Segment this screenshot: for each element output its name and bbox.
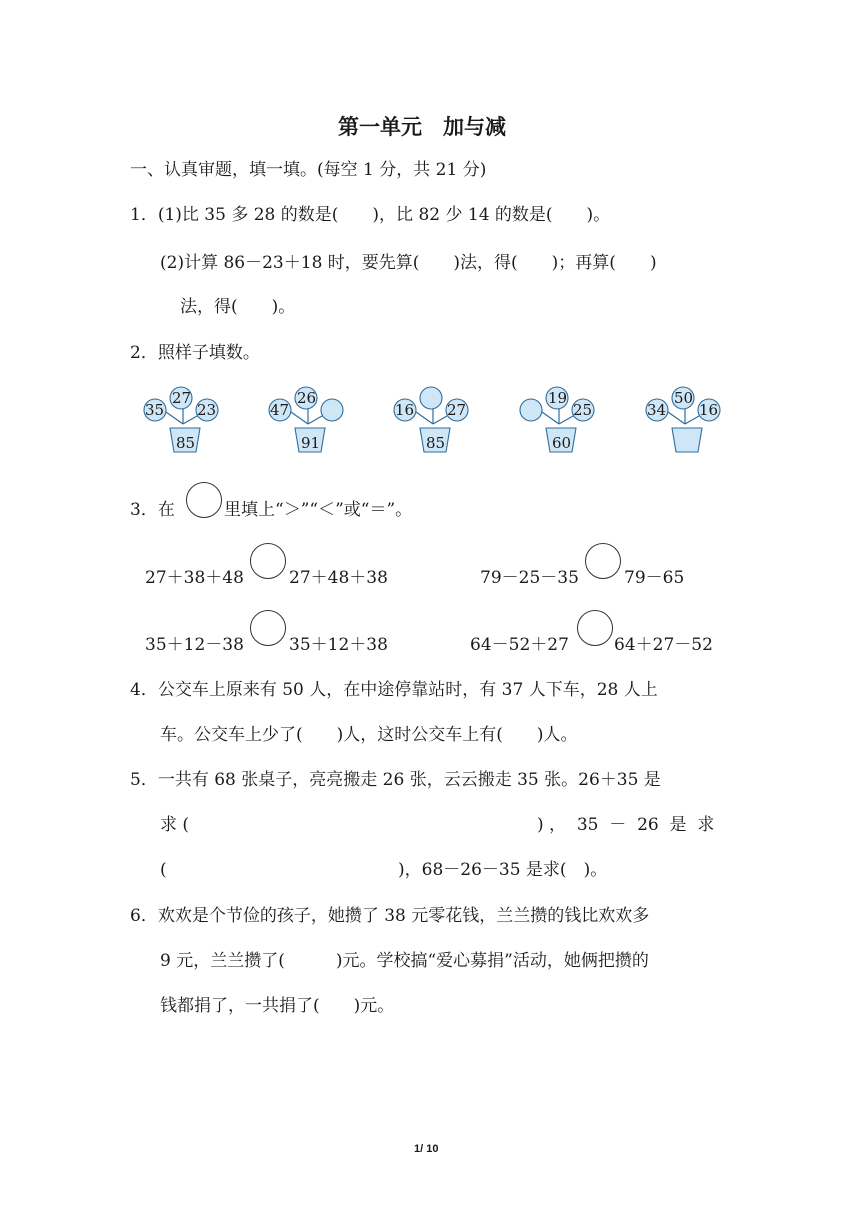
q1-line1: 1．(1)比 35 多 28 的数是( )，比 82 少 14 的数是( )。 bbox=[130, 205, 611, 225]
q6-line2: 9 元，兰兰攒了( )元。学校搞“爱心募捐”活动，她俩把攒的 bbox=[160, 951, 649, 971]
q5-line2-start: 求 ( bbox=[160, 815, 190, 835]
flower-right-number: 23 bbox=[197, 401, 217, 419]
q6-line3: 钱都捐了，一共捐了( )元。 bbox=[160, 996, 395, 1016]
flower-top-number: 27 bbox=[172, 389, 192, 407]
flower-right-number: 27 bbox=[447, 401, 467, 419]
compare-circle-1[interactable] bbox=[250, 543, 286, 579]
pot-number: 85 bbox=[176, 434, 196, 452]
section-heading: 一、认真审题，填一填。(每空 1 分，共 21 分) bbox=[130, 160, 487, 180]
compare-3-right: 35＋12＋38 bbox=[289, 635, 388, 655]
pot-number: 85 bbox=[426, 434, 446, 452]
compare-2-right: 79－65 bbox=[624, 568, 685, 588]
q5-line2-end: ) ， 35 － 26 是 求 bbox=[537, 815, 715, 835]
q5-line1: 5．一共有 68 张桌子，亮亮搬走 26 张，云云搬走 35 张。26＋35 是 bbox=[130, 770, 661, 790]
q1-line3: 法，得( )。 bbox=[180, 297, 296, 317]
compare-3-left: 35＋12－38 bbox=[145, 635, 244, 655]
flower-left-number: 47 bbox=[270, 401, 290, 419]
compare-circle-3[interactable] bbox=[250, 610, 286, 646]
flower-right-number: 16 bbox=[699, 401, 719, 419]
q6-line1: 6．欢欢是个节俭的孩子，她攒了 38 元零花钱，兰兰攒的钱比欢欢多 bbox=[130, 906, 650, 926]
flower-top-number: 26 bbox=[297, 389, 317, 407]
pot-number: 91 bbox=[301, 434, 321, 452]
flower-pot bbox=[263, 382, 353, 459]
flower-left-number: 35 bbox=[145, 401, 165, 419]
flower-left-number: 16 bbox=[395, 401, 415, 419]
q4-line2: 车。公交车上少了( )人，这时公交车上有( )人。 bbox=[160, 725, 578, 745]
compare-2-left: 79－25－35 bbox=[480, 568, 579, 588]
page-number: 1/ 10 bbox=[414, 1143, 439, 1155]
q3-suffix: 里填上“＞”“＜”或“＝”。 bbox=[224, 500, 413, 520]
compare-circle-4[interactable] bbox=[577, 610, 613, 646]
q5-line3-start: ( bbox=[160, 860, 167, 880]
pot-number: 60 bbox=[552, 434, 572, 452]
compare-circle-2[interactable] bbox=[585, 543, 621, 579]
q1-line2: (2)计算 86－23＋18 时，要先算( )法，得( )；再算( ) bbox=[160, 253, 657, 273]
flower-pot bbox=[388, 382, 478, 459]
flower-left-number: 34 bbox=[647, 401, 667, 419]
compare-circle-sample bbox=[186, 482, 222, 518]
q4-line1: 4．公交车上原来有 50 人，在中途停靠站时，有 37 人下车，28 人上 bbox=[130, 680, 658, 700]
q2-prompt: 2．照样子填数。 bbox=[130, 343, 260, 363]
compare-4-left: 64－52＋27 bbox=[470, 635, 569, 655]
flower-top-number: 50 bbox=[674, 389, 694, 407]
flower-top-number: 19 bbox=[548, 389, 568, 407]
flower-pot bbox=[514, 382, 604, 459]
q5-line3-end: )，68－26－35 是求( )。 bbox=[398, 860, 608, 880]
flower-right-number: 25 bbox=[573, 401, 593, 419]
flower-pot bbox=[138, 382, 228, 459]
page-title: 第一单元 加与减 bbox=[338, 115, 506, 139]
compare-4-right: 64＋27－52 bbox=[614, 635, 713, 655]
compare-1-left: 27＋38＋48 bbox=[145, 568, 244, 588]
compare-1-right: 27＋48＋38 bbox=[289, 568, 388, 588]
flower-pot bbox=[640, 382, 730, 459]
q3-prefix: 3．在 bbox=[130, 500, 175, 520]
